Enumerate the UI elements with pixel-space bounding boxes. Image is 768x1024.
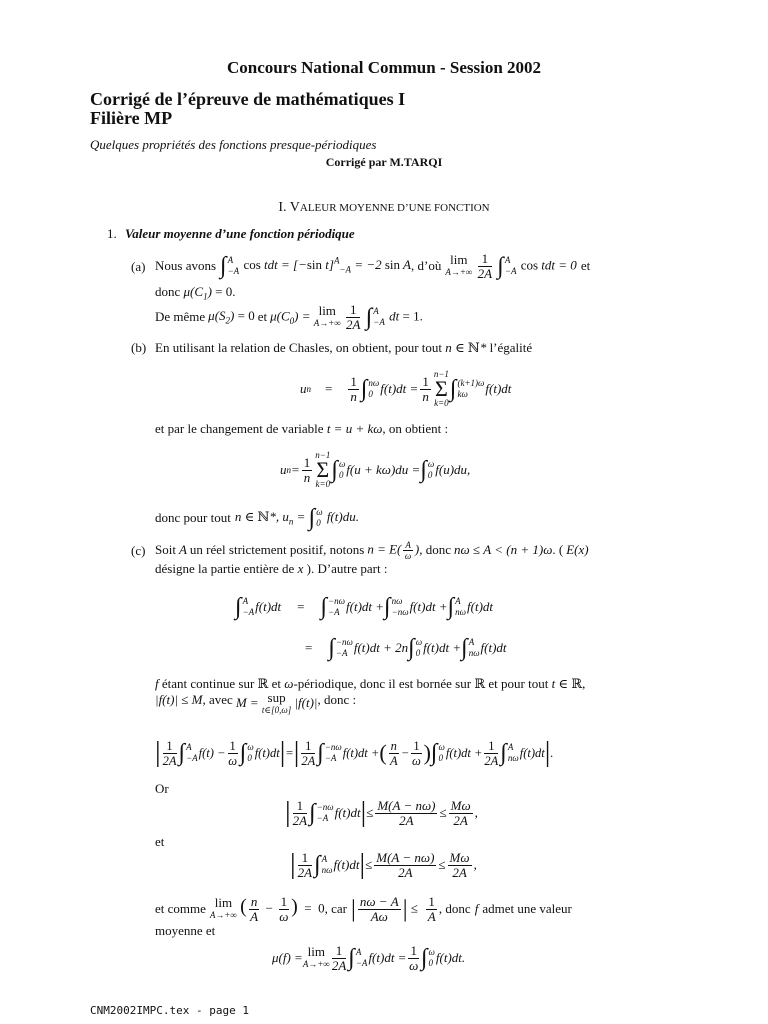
part-c-line2 [155,561,387,577]
formula-Ex: E(x) [566,542,589,557]
part-c-line5 [155,888,572,930]
text-donc-f: , donc [438,901,471,916]
formula-mu-s2: $\mu(S_2) = 0$ [208,308,255,326]
formula-integral-split-1: ∫ A −A f(t)dt = ∫ −nω −A f(t)dt + ∫ nω −nω f(t)dt + ∫ A nω f(t)dt [235,594,494,620]
formula-change-var: t = u + kω [326,421,383,436]
text-car: , car [324,901,347,916]
item-title: Valeur moyenne d’une fonction périodique [125,226,355,241]
part-c-text10: et pour tout [488,676,549,691]
part-b-text1: En utilisant la relation de Chasles, on obtient, pour tout [155,340,443,355]
part-a-text4: donc [155,284,181,299]
part-c-text4: . ( [552,542,564,557]
part-c-text1: Soit [155,542,176,557]
part-c-line1 [155,538,589,562]
formula-n-ineq: nω ≤ A < (n + 1)ω [453,542,553,557]
part-b-line3 [155,500,359,536]
formula-n-in-N: n ∈ ℕ* [445,340,487,355]
formula-bound: |f(t)| ≤ M [155,692,203,707]
section-title-rest: ALEUR MOYENNE D’UNE FONCTION [299,202,490,214]
formula-x: x [297,561,304,576]
formula-integral-split-2: = ∫ −nω −A f(t)dt + 2n ∫ ω 0 f(t)dt + ∫ A nω f(t)dt [305,635,507,661]
part-c-text9: -périodique, donc il est bornée sur [293,676,472,691]
part-b-text3: et par le changement de variable [155,421,324,436]
part-c-line4 [155,692,356,720]
page-footer: CNM2002IMPC.tex - page 1 [90,1004,249,1017]
part-c-text11: , avec [202,692,233,707]
part-c-text2: un réel strictement positif, notons [189,542,365,557]
part-b-text5: donc pour tout [155,510,231,525]
document-title-line1: Corrigé de l’épreuve de mathématiques I [90,89,406,109]
formula-f: f [155,676,159,691]
formula-limit-n-over-A: lim A→+∞ ( $\frac{n}{A}$ − $\frac{1}{\omega}$ ) = 0 [209,893,325,924]
text-et-comme: et comme [155,901,206,916]
part-b-line1 [155,340,532,356]
document-subtitle: Quelques propriétés des fonctions presque-périodiques [90,137,377,152]
part-c-text8: et [271,676,281,691]
part-c-text7: étant continue sur [161,676,255,691]
formula-mu-f: μ(f) = lim A→+∞ $\frac{1}{2A}$ ∫ A −A f(t)dt = $\frac{1}{\omega}$ ∫ ω 0 f(t)dt. [272,942,466,973]
text-admet: admet une valeur [482,901,572,916]
formula-mu-c1: $\mu(C_1) = 0$. [183,284,236,302]
part-b-text2: l’égalité [489,340,533,355]
formula-f2: f [474,901,479,916]
part-b-text4: , on obtient : [382,421,449,436]
section-title-prefix: I. V [278,200,300,215]
formula-bound-1: | $\frac{1}{2A}$ ∫ −nω −A f(t)dt | ≤ $\frac{M(A - n\omega)}{2A}$ ≤ $\frac{M\omega}{2A}$ , [285,797,478,828]
formula-integral-cos: ∫ A −A cos tdt = [−sin t]$^A_{-A}$ = −2 sin A [220,253,411,279]
formula-M-def: M = sup t∈[0,ω] |f(t)| [235,690,318,715]
text-moyenne-et: moyenne et [155,923,216,938]
text-et: et [155,834,165,849]
formula-R2: ℝ [474,676,486,691]
formula-bound-2: | $\frac{1}{2A}$ ∫ A nω f(t)dt | ≤ $\frac{M(A - n\omega)}{2A}$ ≤ $\frac{M\omega}{2A}$ , [290,849,477,880]
part-a-line3 [155,297,423,337]
formula-t-in-R: t ∈ ℝ, [551,676,586,691]
contest-title: Concours National Commun - Session 2002 [226,58,542,77]
item-number: 1. [107,226,117,241]
formula-car-bound: | $\frac{n\omega - A}{A\omega}$ | ≤ $\frac{1}{A}$ [351,893,436,924]
part-c-text6: ). D’autre part : [306,561,388,576]
formula-n-def: n = E( $\frac{A}{\omega}$ ) [367,539,420,561]
part-a-line1 [155,246,590,286]
formula-mu-c0: $\mu(C_0) = \lim$ A→+∞ $\frac{1}{2A}$ ∫ A −A dt = 1. [270,301,423,332]
part-c-line3 [155,676,585,692]
section-title [0,200,768,216]
formula-A: A [178,542,187,557]
part-c-text5: désigne la partie entière de [155,561,295,576]
part-a-label: (a) [131,259,146,274]
part-a-text3: et [580,258,591,273]
text-or: Or [155,781,169,796]
part-c-text3: , donc [419,542,451,557]
formula-big-abs: | $\frac{1}{2A}$ ∫ A −A f(t) − $\frac{1}{\omega}$ ∫ ω 0 f(t)dt | = | $\frac{1}{2A}$ ∫ −nω −A f(t)dt + ( $\frac{n}{A}$ − $\frac{1}{\omega}$ ) ∫ ω 0 f(t)dt + $\frac{1}{2A}$ ∫ A nω f(t)dt | . [155,737,554,768]
part-c-text12: , donc : [317,692,357,707]
formula-un-result: u n = $\frac{1}{n}$ n−1 Σ k=0 ∫ ω 0 f(u + kω)du = ∫ ω 0 f(u)du, [280,450,471,489]
part-a-text1: Nous avons [155,258,217,273]
part-c-label: (c) [131,543,146,558]
formula-R1: ℝ [257,676,269,691]
formula-limit-cos: lim A→+∞ $\frac{1}{2A}$ ∫ A −A cos tdt = 0 [445,250,577,281]
document-title-line2: Filière MP [90,108,173,128]
formula-omega: ω [284,676,294,691]
part-a-text5: De même [155,309,206,324]
formula-un-chasles: u n = $\frac{1}{n}$ ∫ nω 0 f(t)dt = $\frac{1}{n}$ n−1 Σ k=0 ∫ (k+1)ω kω f(t)dt [300,369,512,408]
formula-un-final: n ∈ ℕ*, $u_n$ = ∫ ω 0 f(t)du. [234,505,359,531]
part-a-text2: , d’où [411,258,442,273]
part-a-text6: et [257,309,268,324]
part-b-line2 [155,421,448,437]
document-author: Corrigé par M.TARQI [325,155,443,169]
part-b-label: (b) [131,340,147,355]
